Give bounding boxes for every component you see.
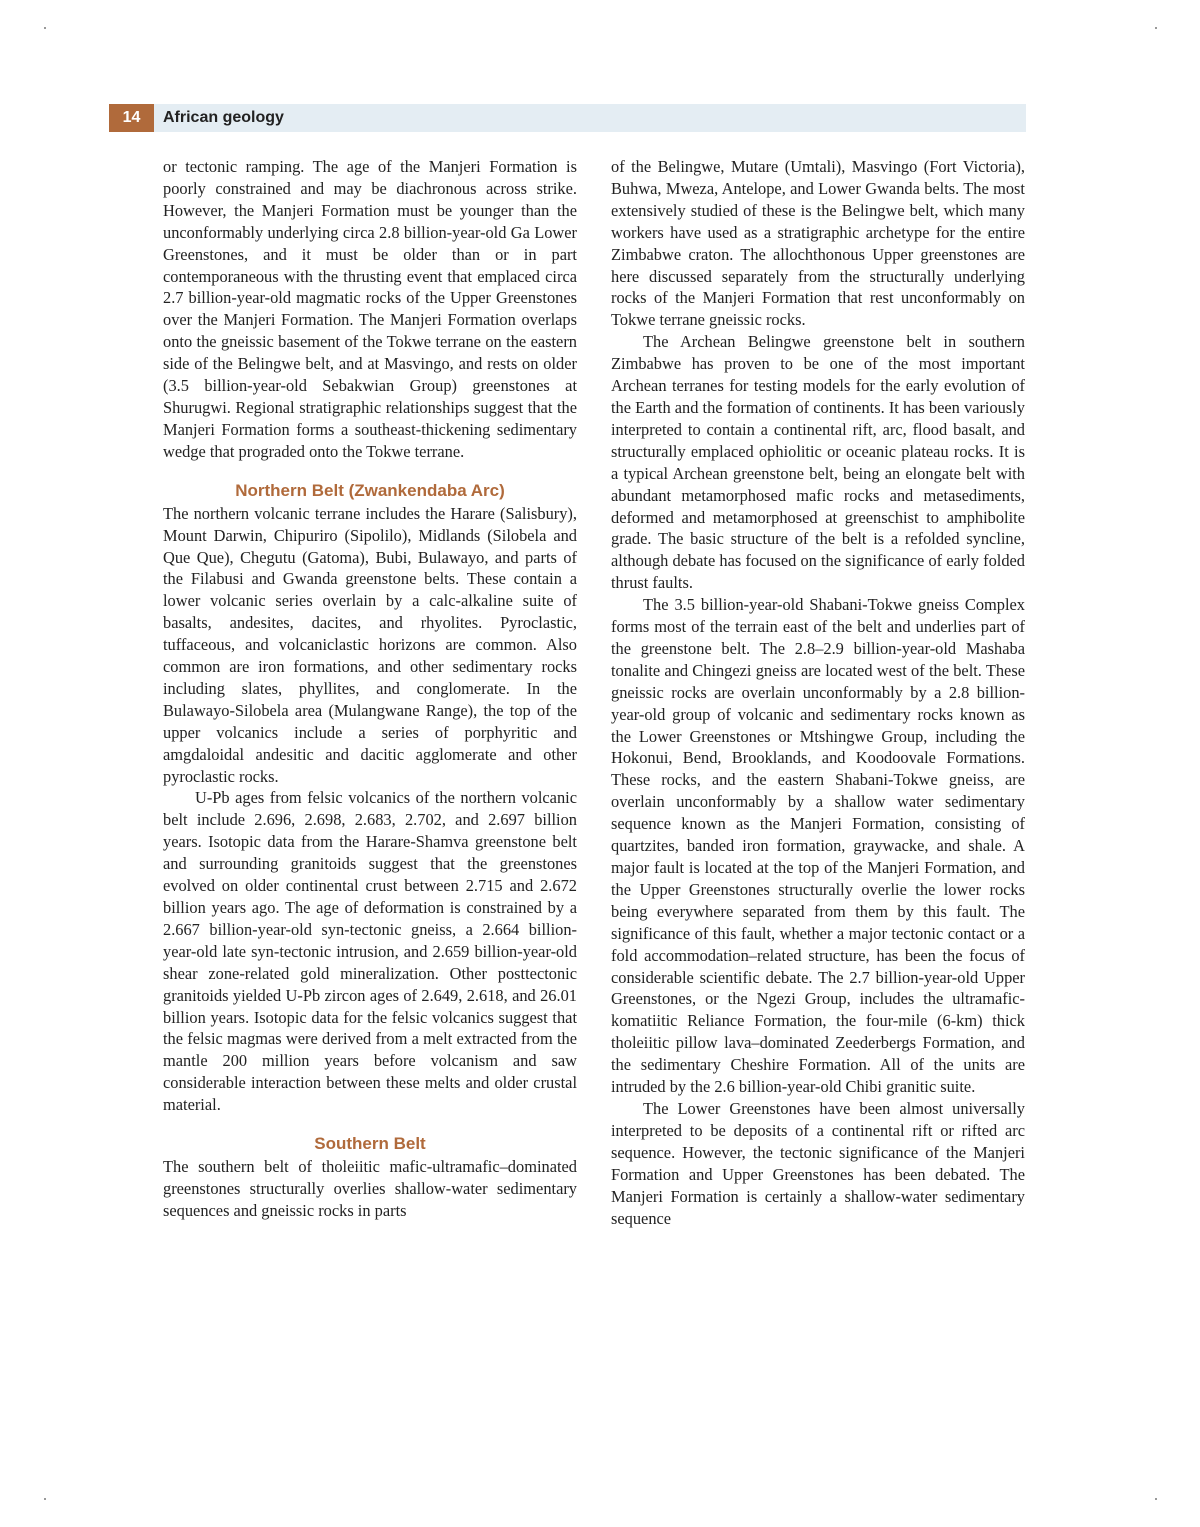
running-header: [109, 104, 1026, 132]
paragraph: of the Belingwe, Mutare (Umtali), Masvingo (Fort Victoria), Buhwa, Mweza, Antelope, and Lower Gwanda belts. The most extensively studied of these is the Belingwe belt, which many workers have used as a stratigraphic archetype for the entire Zimbabwe craton. The allochthonous Upper greenstones are here discussed separately from the structurally underlying rocks of the Manjeri Formation that rest unconformably on Tokwe terrane gneissic rocks.: [611, 157, 1025, 330]
running-title: African geology: [163, 109, 284, 126]
paragraph: or tectonic ramping. The age of the Manjeri Formation is poorly constrained and may be diachronous across strike. However, the Manjeri Formation must be younger than the unconformably underlying circa 2.8 billion-year-old Ga Lower Greenstones, and it must be older than or in part contemporaneous with the thrusting event that emplaced circa 2.7 billion-year-old magmatic rocks of the Upper Greenstones over the Manjeri Formation. The Manjeri Formation overlaps onto the gneissic basement of the Tokwe terrane on the eastern side of the Belingwe belt, and at Masvingo, and rests on older (3.5 billion-year-old Sebakwian Group) greenstones at Shurugwi. Regional stratigraphic relationships suggest that the Manjeri Formation forms a southeast-thickening sedimentary wedge that prograded onto the Tokwe terrane.: [163, 157, 577, 461]
paragraph: The Lower Greenstones have been almost universally interpreted to be deposits of a continental rift or rifted arc sequence. However, the tectonic significance of the Manjeri Formation and Upper Greenstones has been debated. The Manjeri Formation is certainly a shallow-water sedimentary sequence: [611, 1098, 1025, 1228]
paragraph: U-Pb ages from felsic volcanics of the northern volcanic belt include 2.696, 2.698, 2.683, 2.702, and 2.697 billion years. Isotopic data from the Harare-Shamva greenstone belt and surrounding granitoids suggest that the greenstones evolved on older continental crust between 2.715 and 2.672 billion years ago. The age of deformation is constrained by a 2.667 billion-year-old syn-tectonic gneiss, a 2.664 billion-year-old late syn-tectonic intrusion, and 2.659 billion-year-old shear zone-related gold mineralization. Other posttectonic granitoids yielded U-Pb zircon ages of 2.649, 2.618, and 26.01 billion years. Isotopic data for the felsic volcanics suggest that the felsic magmas were derived from a melt extracted from the mantle 200 million years before volcanism and saw considerable interaction between these melts and older crustal material.: [163, 788, 577, 1115]
page-number: 14: [109, 104, 154, 132]
corner-mark: [44, 27, 46, 29]
paragraph: The northern volcanic terrane includes the Harare (Salisbury), Mount Darwin, Chipuriro (Sipolilo), Midlands (Silobela and Que Que), Chegutu (Gatoma), Bubi, Bulawayo, and parts of the Filabusi and Gwanda greenstone belts. These contain a lower volcanic series overlain by a calc-alkaline suite of basalts, andesites, dacites, and rhyolites. Pyroclastic, tuffaceous, and volcaniclastic horizons are common. Also common are iron formations, and other sedimentary rocks including slates, phyllites, and conglomerate. In the Bulawayo-Silobela area (Mulangwane Range), the top of the upper volcanics include a series of porphyritic and amgdaloidal andesitic and dacitic agglomerate and other pyroclastic rocks.: [163, 503, 577, 786]
corner-mark: [44, 1498, 46, 1500]
paragraph: The 3.5 billion-year-old Shabani-Tokwe gneiss Complex forms most of the terrain east of the belt and underlies part of the greenstone belt. The 2.8–2.9 billion-year-old Mashaba tonalite and Chingezi gneiss are located west of the belt. These gneissic rocks are overlain unconformably by a 2.8 billion-year-old group of volcanic and sedimentary rocks known as the Lower Greenstones or Mtshingwe Group, including the Hokonui, Bend, Brooklands, and Koodoovale Formations. These rocks, and the eastern Shabani-Tokwe gneiss, are overlain unconformably by a shallow water sedimentary sequence known as the Manjeri Formation, consisting of quartzites, banded iron formation, graywacke, and shale. A major fault is located at the top of the Manjeri Formation, and the Upper Greenstones structurally overlie the lower rocks being everywhere separated from them by this fault. The significance of this fault, whether a major tectonic contact or a fold accommodation–related structure, has been the focus of considerable scientific debate. The 2.7 billion-year-old Upper Greenstones, or the Ngezi Group, includes the ultramafic-komatiitic Reliance Formation, the four-mile (6-km) thick tholeiitic pillow lava–dominated Zeederbergs Formation, and the sedimentary Cheshire Formation. All of the units are intruded by the 2.6 billion-year-old Chibi granitic suite.: [611, 595, 1025, 1097]
paragraph: The Archean Belingwe greenstone belt in southern Zimbabwe has proven to be one of the most important Archean terranes for testing models for the early evolution of the Earth and the formation of continents. It has been variously interpreted to contain a continental rift, arc, flood basalt, and structurally emplaced ophiolitic or oceanic plateau rocks. It is a typical Archean greenstone belt, being an elongate belt with abundant metamorphosed mafic rocks and metasediments, deformed and metamorphosed at greenschist to amphibolite grade. The basic structure of the belt is a refolded syncline, although debate has focused on the significance of early folded thrust faults.: [611, 332, 1025, 593]
paragraph: The southern belt of tholeiitic mafic-ultramafic–dominated greenstones structurally overlies shallow-water sedimentary sequences and gneissic rocks in parts: [163, 1157, 577, 1220]
section-heading-northern-belt: Northern Belt (Zwankendaba Arc): [235, 480, 505, 500]
section-heading-southern-belt: Southern Belt: [314, 1134, 426, 1154]
corner-mark: [1155, 27, 1157, 29]
right-column: [611, 156, 1025, 1229]
left-column: [163, 156, 577, 1222]
corner-mark: [1155, 1498, 1157, 1500]
